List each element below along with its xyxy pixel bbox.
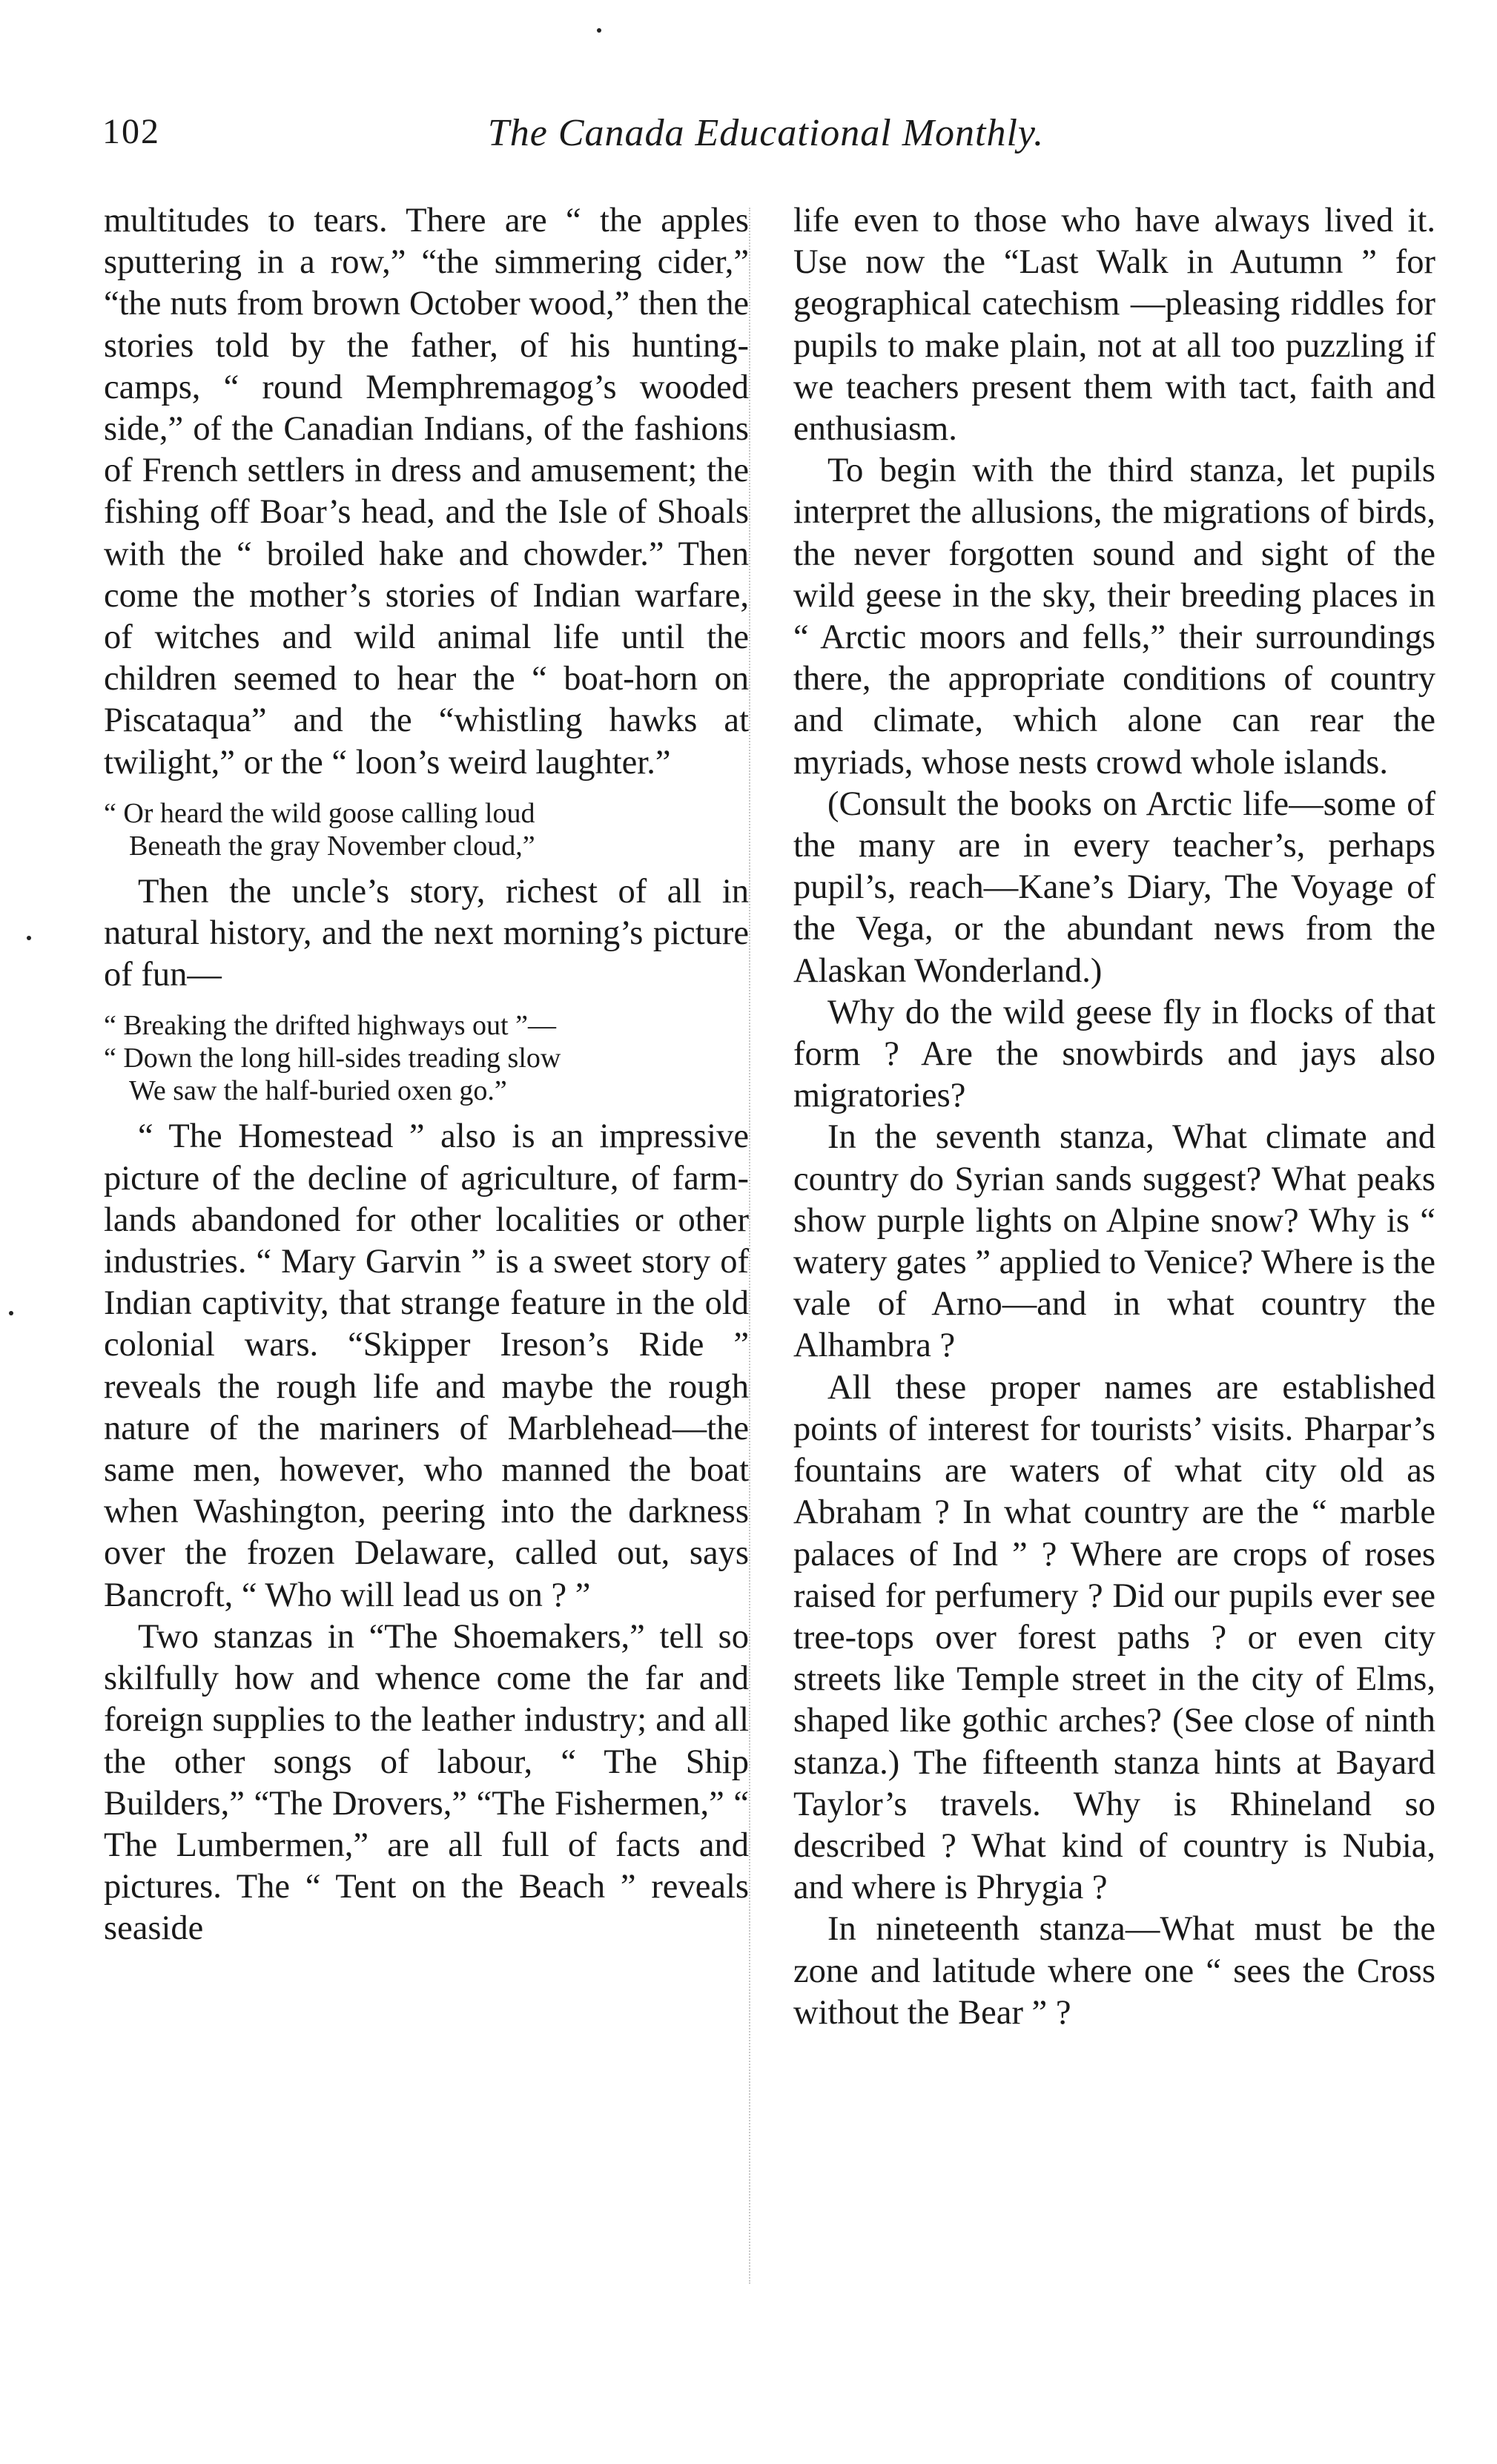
paragraph: Two stanzas in “The Shoemakers,” tell so skilfully how and whence come the far and foreign supplies to the leather industry; and all the other songs of labour, “ The Ship Builders,” “The Drovers,” “The Fishermen,” “ The Lumbermen,” are all full of facts and pictures. The “ Tent on the Beach ” reveals seaside bbox=[104, 1617, 749, 1948]
scan-speck bbox=[9, 1311, 13, 1315]
paragraph: life even to those who have always lived it. Use now the “Last Walk in Autumn ” for geographical catechism —pleasing riddles for pupils to make plain, not at all too puzzling if we teachers present them with tact, faith and enthusiasm. bbox=[793, 202, 1435, 449]
paragraph: (Consult the books on Arctic life—some of the many are in every teacher’s, perhaps pupil’s, reach—Kane’s Diary, The Voyage of the Vega, or the abundant news from the Alaskan Wonderland.) bbox=[793, 785, 1435, 990]
scan-speck bbox=[597, 28, 601, 33]
verse-line: “ Down the long hill-sides treading slow bbox=[104, 1043, 561, 1074]
scan-speck bbox=[27, 936, 31, 940]
verse-line: Beneath the gray November cloud,” bbox=[129, 830, 535, 862]
paragraph: Then the uncle’s story, richest of all in natural history, and the next morning’s picture of fun— bbox=[104, 872, 749, 994]
verse-quote bbox=[104, 1009, 749, 1107]
page-header bbox=[102, 111, 1430, 163]
column-divider bbox=[749, 208, 750, 2284]
paragraph: “ The Homestead ” also is an impressive picture of the decline of agriculture, of farm-lands abandoned for other localities or other industries. “ Mary Garvin ” is a sweet story of Indian captivity, that strange feature in the old colonial wars. “Skipper Ireson’s Ride ” reveals the rough life and maybe the rough nature of the mariners of Marblehead—the same men, however, who manned the boat when Washington, peering into the darkness over the frozen Delaware, called out, says Bancroft, “ Who will lead us on ? ” bbox=[104, 1117, 749, 1614]
paragraph: multitudes to tears. There are “ the apples sputtering in a row,” “the simmering cider,” “the nuts from brown October wood,” then the stories told by the father, of his hunting-camps, “ round Memphremagog’s wooded side,” of the Canadian Indians, of the fashions of French settlers in dress and amusement; the fishing off Boar’s head, and the Isle of Shoals with the “ broiled hake and chowder.” Then come the mother’s stories of Indian warfare, of witches and wild animal life until the children seemed to hear the “ boat-horn on Piscataqua” and the “whistling hawks at twilight,” or the “ loon’s weird laughter.” bbox=[104, 202, 749, 782]
verse-line: We saw the half-buried oxen go.” bbox=[129, 1075, 507, 1107]
paragraph: All these proper names are established points of interest for tourists’ visits. Pharpar’s fountains are waters of what city old as Abraham ? In what country are the “ marble palaces of Ind ” ? Where are crops of roses raised for perfumery ? Did our pupils ever see tree-tops over forest paths ? or even city streets like Temple street in the city of Elms, shaped like gothic arches? (See close of ninth stanza.) The fifteenth stanza hints at Bayard Taylor’s travels. Why is Rhineland so described ? What kind of country is Nubia, and where is Phrygia ? bbox=[793, 1368, 1435, 1907]
paragraph: Why do the wild geese fly in flocks of that form ? Are the snowbirds and jays also migratories? bbox=[793, 993, 1435, 1115]
running-title: The Canada Educational Monthly. bbox=[487, 112, 1045, 154]
paragraph: To begin with the third stanza, let pupils interpret the allusions, the migrations of birds, the never forgotten sound and sight of the wild geese in the sky, their breeding places in “ Arctic moors and fells,” their surroundings there, the appropriate conditions of country and climate, which alone can rear the myriads, whose nests crowd whole islands. bbox=[793, 452, 1435, 782]
verse-line: “ Or heard the wild goose calling loud bbox=[104, 797, 535, 829]
paragraph: In the seventh stanza, What climate and country do Syrian sands suggest? What peaks show purple lights on Alpine snow? Why is “ watery gates ” applied to Venice? Where is the vale of Arno—and in what country the Alhambra ? bbox=[793, 1118, 1435, 1365]
page-number: 102 bbox=[102, 112, 160, 151]
right-column bbox=[793, 200, 1435, 2034]
left-column bbox=[104, 200, 749, 1950]
paragraph: In nineteenth stanza—What must be the zone and latitude where one “ sees the Cross without the Bear ” ? bbox=[793, 1910, 1435, 2032]
verse-quote bbox=[104, 797, 749, 862]
verse-line: “ Breaking the drifted highways out ”— bbox=[104, 1010, 556, 1042]
